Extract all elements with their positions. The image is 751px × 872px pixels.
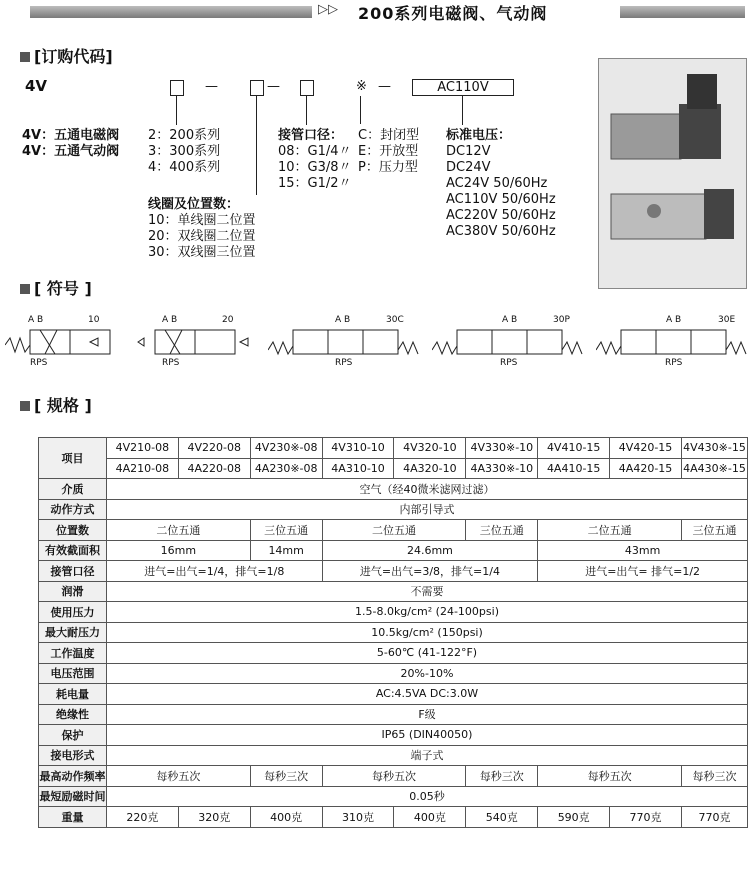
cell: 最大耐压力 — [39, 622, 107, 643]
port-title: 接管口径： — [278, 128, 344, 143]
table-row — [39, 520, 748, 541]
cell: 每秒三次 — [250, 766, 322, 787]
cell: 最短励磁时间 — [39, 786, 107, 807]
section-symbol: [ 符号 ] — [20, 276, 92, 299]
func-line: C：封闭型 — [358, 128, 420, 143]
table-row — [39, 540, 748, 561]
cell: 进气=出气= 排气=1/2 — [538, 561, 748, 582]
table-row — [39, 725, 748, 746]
symbol-10 — [5, 310, 125, 370]
port-line: 08：G1/4〃 — [278, 144, 352, 159]
cell: AC:4.5VA DC:3.0W — [106, 684, 747, 705]
symbol-ports-top: A B — [28, 315, 44, 325]
symbol-ports-bottom: RPS — [500, 358, 518, 368]
table-row — [39, 663, 748, 684]
cell: 进气=出气=3/8，排气=1/4 — [322, 561, 538, 582]
cell: 4A420-15 — [610, 458, 682, 479]
cell: 耗电量 — [39, 684, 107, 705]
table-row — [39, 704, 748, 725]
cell: 二位五通 — [538, 520, 682, 541]
volt-line: AC220V 50/60Hz — [446, 208, 556, 223]
cell: 4A330※-10 — [466, 458, 538, 479]
header-arrows: ▷▷ — [318, 2, 338, 17]
cell: 4V430※-15 — [681, 438, 747, 459]
connector — [256, 95, 257, 195]
symbol-20 — [130, 310, 270, 370]
port-line: 10：G3/8〃 — [278, 160, 352, 175]
table-row — [39, 643, 748, 664]
function-mark: ※ — [356, 79, 367, 94]
port-box — [300, 80, 314, 96]
symbol-ports-bottom: RPS — [30, 358, 48, 368]
cell: 重量 — [39, 807, 107, 828]
table-row — [39, 807, 748, 828]
cell: 保护 — [39, 725, 107, 746]
cell: F级 — [106, 704, 747, 725]
table-row — [39, 499, 748, 520]
coil-title: 线圈及位置数： — [148, 197, 240, 212]
cell: 4V210-08 — [106, 438, 178, 459]
table-row — [39, 561, 748, 582]
cell: 每秒三次 — [466, 766, 538, 787]
cell: 4V410-15 — [538, 438, 610, 459]
symbol-ports-top: A B — [162, 315, 178, 325]
func-line: E：开放型 — [358, 144, 419, 159]
coil-line: 10：单线圈二位置 — [148, 213, 256, 228]
cell: 400克 — [394, 807, 466, 828]
voltage-box: AC110V — [412, 79, 514, 96]
sep3: — — [378, 79, 391, 94]
table-row — [39, 745, 748, 766]
connector — [360, 96, 361, 124]
volt-line: DC24V — [446, 160, 491, 175]
cell: 三位五通 — [466, 520, 538, 541]
series-line: 3：300系列 — [148, 144, 221, 159]
cell: 4V320-10 — [394, 438, 466, 459]
cell: 1.5-8.0kg/cm² (24-100psi) — [106, 602, 747, 623]
cell: 220克 — [106, 807, 178, 828]
cell: 16mm — [106, 540, 250, 561]
volt-title: 标准电压： — [446, 128, 512, 143]
coil-line: 20：双线圈二位置 — [148, 229, 256, 244]
cell: 最高动作频率 — [39, 766, 107, 787]
symbol-ports-top: A B — [335, 315, 351, 325]
header-bar-right — [620, 6, 745, 18]
table-row — [39, 684, 748, 705]
sep2: — — [267, 79, 280, 94]
cell: 4A410-15 — [538, 458, 610, 479]
table-row — [39, 438, 748, 459]
connector — [306, 95, 307, 125]
table-row — [39, 766, 748, 787]
cell: 接管口径 — [39, 561, 107, 582]
table-row — [39, 479, 748, 500]
series-box — [170, 80, 184, 96]
cell: 动作方式 — [39, 499, 107, 520]
cell: 4V230※-08 — [250, 438, 322, 459]
symbol-ports-bottom: RPS — [335, 358, 353, 368]
symbol-ports-bottom: RPS — [162, 358, 180, 368]
cell: 绝缘性 — [39, 704, 107, 725]
cell: 每秒五次 — [538, 766, 682, 787]
cell: 三位五通 — [250, 520, 322, 541]
header-bar-left — [30, 6, 312, 18]
cell: 310克 — [322, 807, 394, 828]
cell: 每秒三次 — [681, 766, 747, 787]
symbol-code: 20 — [222, 315, 234, 325]
cell: 400克 — [250, 807, 322, 828]
symbol-ports-bottom: RPS — [665, 358, 683, 368]
coil-line: 30：双线圈三位置 — [148, 245, 256, 260]
cell: 4V310-10 — [322, 438, 394, 459]
cell: 每秒五次 — [322, 766, 466, 787]
type-line-2: 4V：五通气动阀 — [22, 144, 120, 159]
volt-line: DC12V — [446, 144, 491, 159]
section-order-code: [订购代码] — [20, 44, 113, 67]
cell: 20%-10% — [106, 663, 747, 684]
cell: 进气=出气=1/4，排气=1/8 — [106, 561, 322, 582]
table-row — [39, 458, 748, 479]
cell: 24.6mm — [322, 540, 538, 561]
port-line: 15：G1/2〃 — [278, 176, 352, 191]
symbol-code: 30E — [718, 315, 736, 325]
cell: 10.5kg/cm² (150psi) — [106, 622, 747, 643]
cell: 4A210-08 — [106, 458, 178, 479]
cell: 540克 — [466, 807, 538, 828]
symbol-ports-top: A B — [502, 315, 518, 325]
sep1: — — [205, 79, 218, 94]
series-line: 4：400系列 — [148, 160, 221, 175]
series-line: 2：200系列 — [148, 128, 221, 143]
cell: 项目 — [39, 438, 107, 479]
cell: 电压范围 — [39, 663, 107, 684]
cell: 0.05秒 — [106, 786, 747, 807]
cell: 每秒五次 — [106, 766, 250, 787]
cell: IP65 (DIN40050) — [106, 725, 747, 746]
func-line: P：压力型 — [358, 160, 418, 175]
cell: 770克 — [610, 807, 682, 828]
cell: 三位五通 — [681, 520, 747, 541]
cell: 4A310-10 — [322, 458, 394, 479]
page-title: 200系列电磁阀、气动阀 — [358, 4, 548, 23]
cell: 空气（经40微米滤网过滤） — [106, 479, 747, 500]
order-prefix: 4V — [25, 77, 48, 95]
cell: 5-60℃ (41-122°F) — [106, 643, 747, 664]
cell: 320克 — [178, 807, 250, 828]
product-photo — [598, 58, 747, 289]
cell: 润滑 — [39, 581, 107, 602]
cell: 4A220-08 — [178, 458, 250, 479]
cell: 位置数 — [39, 520, 107, 541]
cell: 端子式 — [106, 745, 747, 766]
connector — [176, 95, 177, 125]
cell: 介质 — [39, 479, 107, 500]
volt-line: AC380V 50/60Hz — [446, 224, 556, 239]
cell: 43mm — [538, 540, 748, 561]
cell: 二位五通 — [106, 520, 250, 541]
volt-line: AC110V 50/60Hz — [446, 192, 556, 207]
cell: 590克 — [538, 807, 610, 828]
spec-table — [38, 437, 748, 828]
coil-box — [250, 80, 264, 96]
cell: 4A430※-15 — [681, 458, 747, 479]
cell: 内部引导式 — [106, 499, 747, 520]
cell: 接电形式 — [39, 745, 107, 766]
symbol-ports-top: A B — [666, 315, 682, 325]
symbol-code: 30C — [386, 315, 404, 325]
table-row — [39, 581, 748, 602]
volt-line: AC24V 50/60Hz — [446, 176, 548, 191]
table-row — [39, 622, 748, 643]
connector — [462, 95, 463, 125]
section-spec: [ 规格 ] — [20, 393, 92, 416]
cell: 4V330※-10 — [466, 438, 538, 459]
cell: 4V220-08 — [178, 438, 250, 459]
cell: 4A320-10 — [394, 458, 466, 479]
cell: 工作温度 — [39, 643, 107, 664]
cell: 770克 — [681, 807, 747, 828]
cell: 14mm — [250, 540, 322, 561]
table-row — [39, 602, 748, 623]
symbol-code: 10 — [88, 315, 100, 325]
cell: 二位五通 — [322, 520, 466, 541]
cell: 4A230※-08 — [250, 458, 322, 479]
symbol-code: 30P — [553, 315, 570, 325]
table-row — [39, 786, 748, 807]
type-line-1: 4V：五通电磁阀 — [22, 128, 120, 143]
cell: 不需要 — [106, 581, 747, 602]
cell: 使用压力 — [39, 602, 107, 623]
cell: 有效截面积 — [39, 540, 107, 561]
cell: 4V420-15 — [610, 438, 682, 459]
